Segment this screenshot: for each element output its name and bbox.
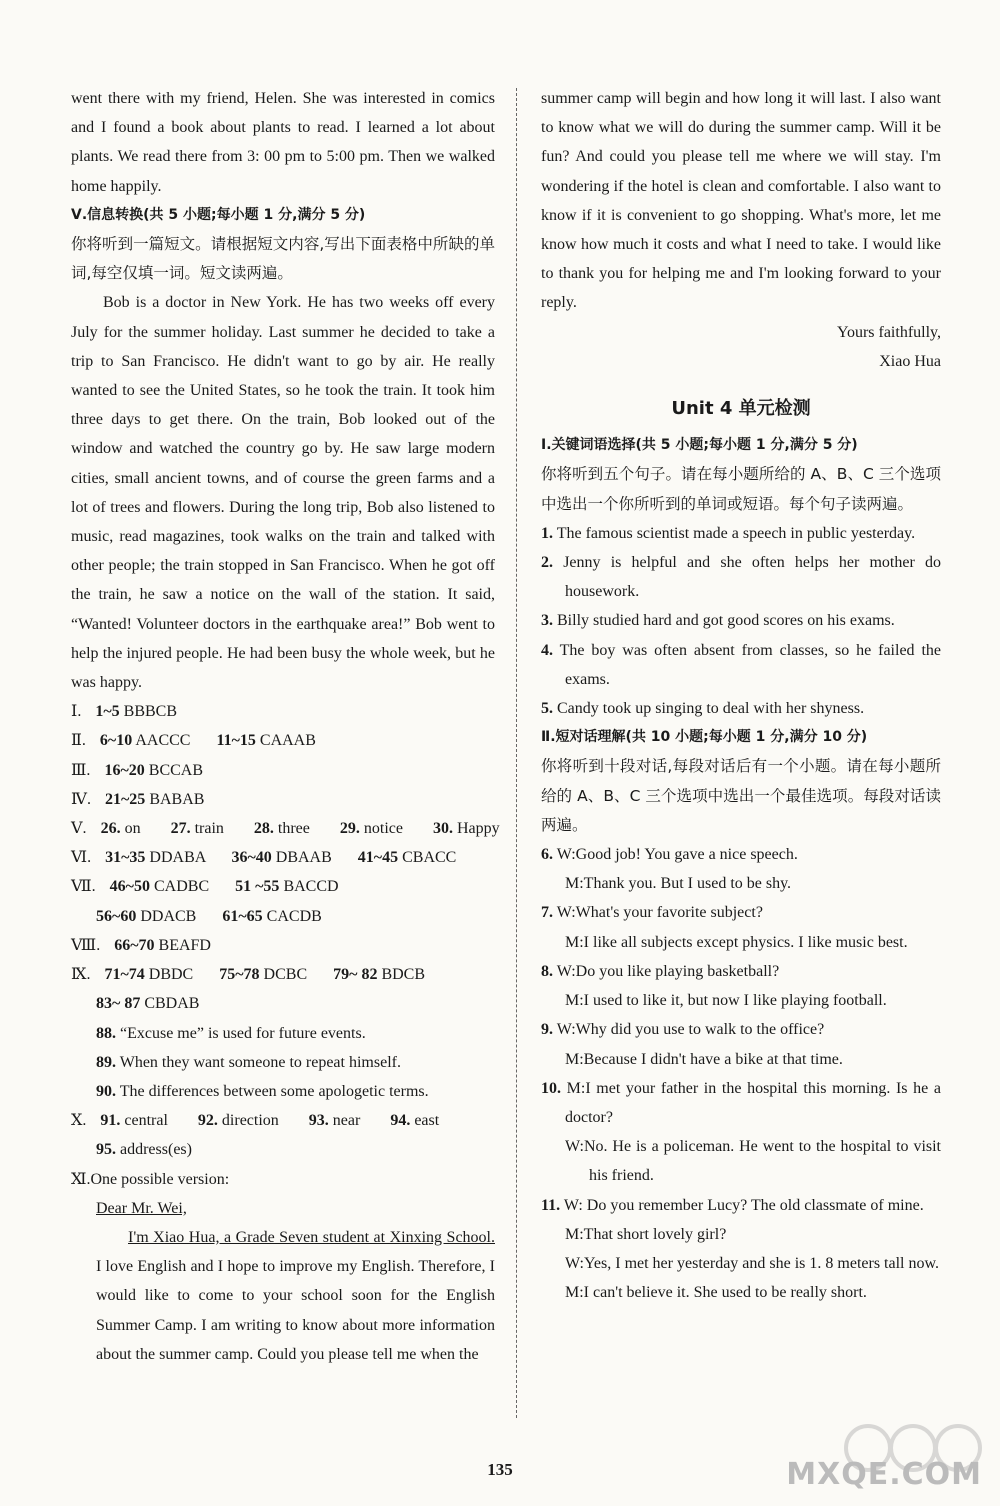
dialog-10: 10. M:I met your father in the hospital this morning. Is he a doctor? <box>541 1079 942 1126</box>
dialog-8: 8. W:Do you like playing basketball? <box>541 962 780 980</box>
letter-greeting: Dear Mr. Wei, <box>96 1199 187 1217</box>
answer-row: Ⅵ. 31~35 DDABA 36~40 DBAAB 41~45 CBACC <box>71 849 457 867</box>
dialog-line: M:Thank you. But I used to be shy. <box>565 875 792 893</box>
sentence-3: 3. Billy studied hard and got good scores on his exams. <box>541 612 895 630</box>
answer-95: 95. address(es) <box>96 1141 192 1159</box>
left-column <box>71 84 500 1369</box>
section-2-heading: Ⅱ.短对话理解(共 10 小题;每小题 1 分,满分 10 分) <box>541 729 868 746</box>
dialog-line: M:That short lovely girl? <box>565 1225 727 1243</box>
page-number: 135 <box>487 1460 513 1479</box>
dialog-9: 9. W:Why did you use to walk to the office? <box>541 1021 825 1039</box>
dialog-line: W:Yes, I met her yesterday and she is 1. 8 meters tall now. <box>565 1254 939 1272</box>
letter-closing: Yours faithfully, <box>836 323 941 341</box>
watermark-text: MXQE.COM <box>786 1457 982 1492</box>
section-5-heading: Ⅴ.信息转换(共 5 小题;每小题 1 分,满分 5 分) <box>71 206 366 223</box>
answer-88: 88. “Excuse me” is used for future events. <box>96 1024 366 1042</box>
passage-continuation: went there with my friend, Helen. She was interested in comics and I found a book about plants to read. I learned a lot about plants. We read there from 3: 00 pm to 5:00 pm. Then we walked home happily. <box>71 90 495 195</box>
dialog-6: 6. W:Good job! You gave a nice speech. <box>541 846 798 864</box>
right-column <box>541 84 941 1307</box>
sentence-5: 5. Candy took up singing to deal with her shyness. <box>541 700 865 718</box>
answer-row: Ⅱ. 6~10 AACCC 11~15 CAAAB <box>71 732 316 750</box>
answer-row: 56~60 DDACB 61~65 CACDB <box>96 907 322 925</box>
section-5-instructions: 你将听到一篇短文。请根据短文内容,写出下面表格中所缺的单词,每空仅填一词。短文读两遍。 <box>71 235 495 283</box>
section-1-heading: Ⅰ.关键词语选择(共 5 小题;每小题 1 分,满分 5 分) <box>541 437 858 454</box>
dialog-line: M:I like all subjects except physics. I like music best. <box>565 933 908 951</box>
answer-90: 90. The differences between some apologetic terms. <box>96 1082 429 1100</box>
bob-passage: Bob is a doctor in New York. He has two weeks off every July for the summer holiday. Last summer he decided to take a trip to San Francisco. He didn't want to go by air. He really wanted to see the United States, so he took the train. It took him three days to get there. On the train, Bob looked out of the window and watched the country go by. He saw large modern cities, small ancient towns, and of course the green farms and a lot of trees and flowers. During the long trip, Bob also listened to music, read magazines, took walks on the train and talked with other people; the train stopped in San Francisco. When he got off the train, he saw a notice on the wall of the station. It said, “Wanted! Volunteer doctors in the earthquake area!” Bob went to help the injured people. He had been busy the whole week, but he was happy. <box>71 294 495 692</box>
answer-row: Ⅸ. 71~74 DBDC 75~78 DCBC 79~ 82 BDCB <box>71 966 426 984</box>
answer-row: Ⅳ. 21~25 BABAB <box>71 790 205 808</box>
dialog-line: M:Because I didn't have a bike at that time. <box>565 1050 843 1068</box>
answer-89: 89. When they want someone to repeat himself. <box>96 1053 401 1071</box>
answer-row: Ⅺ.One possible version: <box>71 1170 230 1188</box>
sentence-1: 1. The famous scientist made a speech in public yesterday. <box>541 524 916 542</box>
unit-title: Unit 4 单元检测 <box>671 398 811 420</box>
letter-body: I'm Xiao Hua, a Grade Seven student at Xinxing School. I love English and I hope to improve my English. Therefore, I would like to come to your school soon for the English Summer Camp. I am writing to know about more information about the summer camp. Could you please tell me when the <box>96 1228 495 1363</box>
dialog-line: W:No. He is a policeman. He went to the hospital to visit his friend. <box>565 1138 941 1185</box>
answer-row: Ⅶ. 46~50 CADBC 51 ~55 BACCD <box>71 878 339 896</box>
answer-row: Ⅲ. 16~20 BCCAB <box>71 761 204 779</box>
dialog-7: 7. W:What's your favorite subject? <box>541 904 763 922</box>
letter-continuation: summer camp will begin and how long it will last. I also want to know what we will do during the summer camp. Will it be fun? And could you please tell me where we will stay. I'm wondering if the hotel is clean and comfortable. I also want to know if it is convenient to go shopping. What's more, let me know how much it costs and what I need to take. I would like to thank you for helping me and I'm looking forward to your reply. <box>541 90 941 312</box>
letter-signature: Xiao Hua <box>879 352 941 370</box>
sentence-4: 4. The boy was often absent from classes, so he failed the exams. <box>541 641 941 688</box>
answer-row: Ⅹ. 91. central 92. direction 93. near 94. east <box>71 1112 440 1130</box>
dialog-line: M:I used to like it, but now I like playing football. <box>565 992 887 1010</box>
answer-row: Ⅴ. 26. on 27. train 28. three 29. notice 30. Happy <box>71 820 500 838</box>
answer-row: Ⅷ. 66~70 BEAFD <box>71 936 211 954</box>
section-2-instructions: 你将听到十段对话,每段对话后有一个小题。请在每小题所给的 A、B、C 三个选项中选出一个最佳选项。每段对话读两遍。 <box>541 757 941 834</box>
answer-row: 83~ 87 CBDAB <box>96 995 200 1013</box>
dialog-line: M:I can't believe it. She used to be really short. <box>565 1284 867 1302</box>
section-1-instructions: 你将听到五个句子。请在每小题所给的 A、B、C 三个选项中选出一个你所听到的单词或短语。每个句子读两遍。 <box>541 465 941 513</box>
dialog-11: 11. W: Do you remember Lucy? The old classmate of mine. <box>541 1196 924 1214</box>
answer-row: Ⅰ. 1~5 BBBCB <box>71 703 178 721</box>
sentence-2: 2. Jenny is helpful and she often helps her mother do housework. <box>541 554 941 601</box>
column-divider <box>516 88 517 1418</box>
